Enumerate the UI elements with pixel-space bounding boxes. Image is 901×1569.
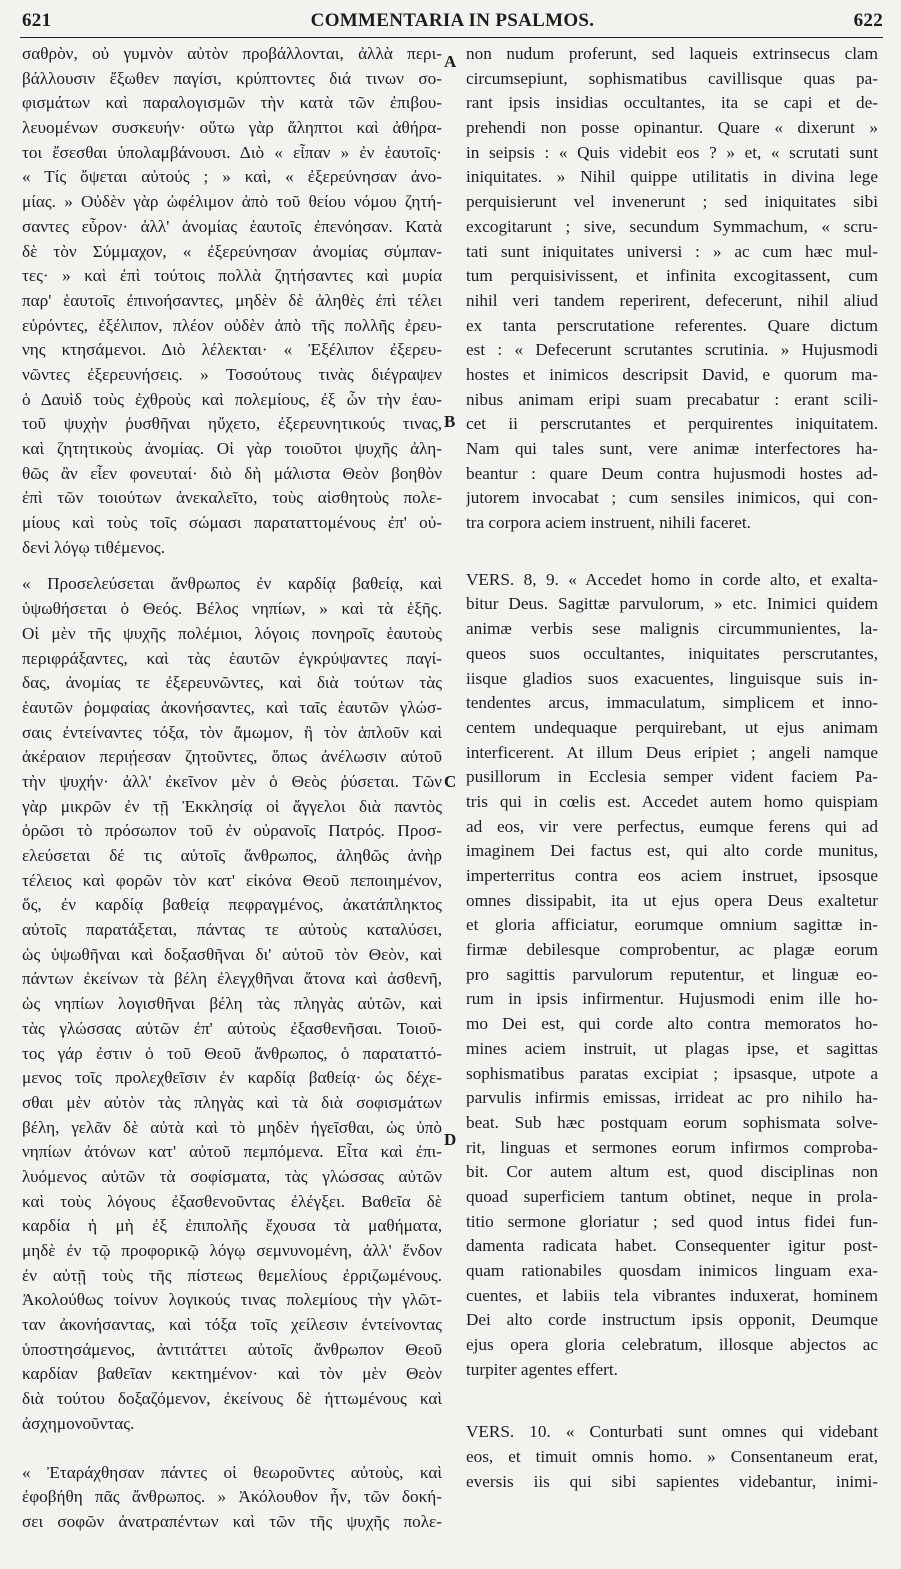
greek-text-line: αὐτοῖς παρατάξεται, πάντας τε αὐτοὺς καταλύσει, [22,920,442,940]
greek-text-line: περιφράξαντες, καὶ τὰς ἑαυτῶν ἐγκρύψαντες παγί- [22,648,442,668]
latin-text-line: quam rationabiles quosdam inimicos linguam exa- [466,1261,878,1280]
latin-text-line: hostes et inimicos descripsit David, e quorum ma- [466,364,878,384]
latin-text-line: pro sagittis parvulorum reputentur, et linguæ eo- [466,964,878,984]
greek-text-line: διὰ τούτου δοξαζόμενον, ἐκείνους δὲ ἡττωμένους καὶ [22,1389,442,1409]
greek-text-line: ἀκέραιον περιῄεσαν ζητοῦντες, ὅπως ἀνέλωσιν αὐτοῦ [22,747,442,767]
greek-text-line: θῶς ἂν εἶεν φονευταί· διὸ δὴ μάλιστα Θεὸν βοηθὸν [22,463,442,483]
latin-text-line: tendentes arcus, immaculatum, simplicem et inno- [466,693,878,713]
latin-text-line: nibus animam eripi suam precabatur : erant scili- [466,389,878,409]
greek-text-line: σθαι μὲν αὐτὸν τὰς πληγὰς καὶ τὰ διὰ σοφισμάτων [22,1092,442,1112]
margin-marker-b: B [444,412,456,431]
greek-text-line: δὲ τὸν Σύμμαχον, « ἐξερεύνησαν ἀνομίας σύμπαν- [22,241,442,261]
latin-text-line: animæ verbis sese malignis circummunientes, la- [466,619,878,639]
greek-text-line: σαθρὸν, οὐ γυμνὸν αὐτὸν προβάλλονται, ἀλλὰ περι- [22,44,442,63]
greek-text-line: « Προσελεύσεται ἄνθρωπος ἐν καρδίᾳ βαθείᾳ, καὶ [22,574,442,594]
paragraph-gap [22,560,442,572]
paragraph-gap [466,1382,878,1420]
latin-text-line: bit. Cor autem altum est, quod disciplinas non [466,1162,878,1182]
latin-text-line: nihil veri tandem reperirent, defecerunt, nihil aliud [466,290,878,310]
latin-text-line: beat. Sub hæc postquam eorum sophismata solve- [466,1112,878,1132]
latin-text-line: tris qui in cœlis est. Accedet autem homo quispiam [466,791,878,811]
page-number-right: 622 [853,10,883,31]
margin-marker-d: D [444,1130,457,1149]
greek-text-line: ὡς ὑψωθῆναι καὶ δοξασθῆναι δι' αὐτοῦ τὸν Θεὸν, καὶ [22,944,442,964]
greek-text-line: εὑρόντες, ἐξέλιπον, πλέον οὐδὲν ἀπὸ τῆς πολλῆς ἐρευ- [22,315,442,335]
latin-text-line: parvulis infirmis emissas, irrideat ac pro nihilo ha- [466,1088,878,1108]
latin-text-line: pusillorum in Ecclesia semper vident faciem Pa- [466,767,878,787]
greek-text-line: νηπίων ἀτόνων κατ' αὐτοῦ πεμπόμενα. Εἶτα καὶ ἐπι- [22,1142,442,1162]
greek-text-line: γὰρ μικρῶν ἐν τῇ Ἐκκλησίᾳ οἱ ἄγγελοι διὰ παντὸς [22,796,442,816]
latin-text-line: excogitarunt ; sive, secundum Symmachum, « scru- [466,216,878,236]
latin-text-line: circumsepiunt, sophismatibus cavillisque quas pa- [466,68,878,88]
greek-text-line: ἀσχημονοῦντας. [22,1413,135,1433]
greek-text-line: νῶντες ἐξερευνήσεις. » Τοσούτους τινὰς διέγραψεν [22,364,442,384]
greek-text-line: ταν ἀκονήσαντας, καὶ τόξα τοῖς χείλεσιν ἐντείνοντας [22,1315,442,1335]
greek-text-line: δενὶ λόγῳ τιθέμενος. [22,537,166,557]
latin-text-line: Dei alto corde instructum ipsis opponit, Deumque [466,1310,878,1330]
latin-text-line: bitur Deus. Sagittæ parvulorum, » etc. Inimici quidem [466,594,878,614]
greek-text-line: πάντων ἐκείνων τὰ βέλη ἐλεγχθῆναι ἄτονα καὶ ἀσθενῆ, [22,969,442,989]
latin-text-line: VERS. 10. « Conturbati sunt omnes qui videbant [466,1422,878,1442]
latin-text-line: ejus opera gloria celebratum, illosque abjectos ac [466,1335,878,1355]
greek-text-line: τες· » καὶ ἐπὶ τούτοις πολλὰ ζητήσαντες καὶ μυρία [22,266,442,286]
latin-text-line: omnes dissipabit, ita ut ejus opera Deus exaltetur [466,890,878,910]
greek-text-line: « Ἐταράχθησαν πάντες οἱ θεωροῦντες αὐτοὺς, καὶ [22,1462,442,1482]
latin-text-line: et gloria afficiatur, eorumque omnium sagittæ in- [466,915,878,935]
greek-text-line: τος γάρ ἐστιν ὁ τοῦ Θεοῦ ἄνθρωπος, ὁ παραταττό- [22,1043,442,1063]
latin-text-line: cuentes, et labiis tela vibrantes induxerat, hominem [466,1285,878,1305]
greek-text-line: μηδὲ ἐν τῷ προφορικῷ λόγῳ σεμνυνομένη, ἀλλ' ἔνδον [22,1241,442,1260]
greek-text-line: ὡς νηπίων λογισθῆναι βέλη τὰς πληγὰς αὐτῶν, καὶ [22,994,442,1014]
latin-text-line: VERS. 8, 9. « Accedet homo in corde alto, et exalta- [466,569,878,589]
header-rule [20,37,883,38]
margin-marker-a: A [444,52,457,71]
greek-text-line: τοῦ ψυχὴν ῥυσθῆναι ηὔχετο, ἐξερευνητικούς τινας, [22,414,442,434]
latin-text-line: tum perquisivissent, et infinita excogitassent, cum [466,266,878,286]
greek-text-line: τοι ἔσεσθαι ὑπολαμβάνουσι. Διὸ « εἶπαν » ἐν ἑαυτοῖς· [22,142,442,162]
greek-text-line: « Τίς ὄψεται αὐτούς ; » καὶ, « ἐξερεύνησαν ἀνο- [22,167,442,187]
latin-text-line: mo Dei est, qui corde alto contra memoratos ho- [466,1014,878,1034]
greek-text-line: σαις ἐντείναντες τόξα, τὸν ἄμωμον, ἢ τὸν ἁπλοῦν καὶ [22,722,442,742]
latin-text-line: imperterritus contra eos aciem instruet, ipsosque [466,866,878,885]
latin-text-line: rum in ipsis infirmentur. Hujusmodi enim ille ho- [466,989,878,1009]
latin-text-line: damenta radicata habet. Consequenter igitur post- [466,1236,878,1256]
greek-column [22,42,442,1535]
greek-text-line: λευομένων συσκευήν· οὕτω γὰρ ἄληπτοι καὶ ἀθήρα- [22,118,442,138]
greek-text-line: δας, ἀνομίας τε ἐξερευνῶντες, καὶ διὰ τούτων τὰς [22,673,442,693]
latin-text-line: in seipsis : « Quis videbit eos ? » et, « scrutati sunt [466,142,878,162]
latin-text-line: centem undequaque perquirebant, ut ejus animam [466,717,878,737]
page-number-left: 621 [22,10,52,31]
latin-text-line: imaginem Dei factus est, qui alto corde munitus, [466,841,878,861]
greek-text-line: νης κτησάμενοι. Διὸ λέλεκται· « Ἐξέλιπον ἐξερευ- [22,340,442,360]
latin-text-line: rit, linguas et sermones eorum infirmos comproba- [466,1137,878,1157]
greek-text-line: σαντες εὗρον· ἀλλ' ἀνομίας ἑαυτοῖς ἐπενόησαν. Κατὰ [22,216,442,236]
greek-text-line: ὁρῶσι τὸ πρόσωπον τοῦ ἐν οὐρανοῖς Πατρός. Προσ- [22,821,442,841]
latin-text-line: firmæ debilesque comprobentur, ac plagæ eorum [466,940,878,960]
greek-text-line: τέλειος καὶ φορῶν τὸν κατ' εἰκόνα Θεοῦ πεποιημένον, [22,870,442,890]
latin-text-line: jutorem invocabat ; cum sensiles inimicos, qui con- [466,488,878,508]
latin-text-line: queos suos occultantes, iniquitates perscrutantes, [466,643,878,663]
greek-text-line: βάλλουσιν ἔξωθεν παγίσι, κρύπτοντες διά τινων σο- [22,68,442,88]
latin-text-line: tra corpora aciem instruent, nihili faceret. [466,513,751,533]
greek-text-line: βέλη, γελᾶν δὲ αὐτὰ καὶ τὸ μηδὲν ἡγεῖσθαι, ὡς ὑπὸ [22,1117,442,1137]
greek-text-line: σει σοφῶν ἀνατραπέντων καὶ τῶν τῆς ψυχῆς πολε- [22,1511,442,1531]
latin-text-line: beantur : quare Deum contra hujusmodi hostes ad- [466,463,878,483]
greek-text-line: ἐν αὐτῇ τοὺς τῆς πίστεως θεμελίους ἐρριζωμένους. [22,1265,442,1285]
margin-marker-c: C [444,772,457,791]
latin-text-line: titio sermone gloriatur ; sed quod intus fidei fun- [466,1211,878,1231]
greek-text-line: Οἱ μὲν τῆς ψυχῆς πολέμιοι, λόγοις πονηροῖς ἑαυτοὺς [22,623,442,643]
latin-text-line: Nam qui tales sunt, vere animæ interfectores ha- [466,439,878,458]
latin-text-line: rant ipsis insidias occultantes, ita se capi et de- [466,93,878,113]
latin-text-line: ex tanta perscrutatione referentes. Quare dictum [466,315,878,335]
latin-text-line: eversis iis qui sibi sapientes videbantur, inimi- [466,1471,878,1491]
latin-column [466,42,878,1495]
latin-text-line: prehendi non posse opinantur. Quare « dixerunt » [466,118,878,138]
greek-text-line: ὁ Δαυὶδ τοὺς ἐχθροὺς καὶ πολεμίους, ἐξ ὧν τὴν ἑαυ- [22,389,442,409]
paragraph-gap [466,536,878,568]
greek-text-line: καὶ τοὺς λόγους ἐξασθενοῦντας ἐλέγξει. Βαθεῖα δὲ [22,1191,442,1211]
latin-text-line: ad eos, vir vere perfectus, eumque ferens qui ad [466,816,878,836]
greek-text-line: φισμάτων καὶ παραλογισμῶν τὴν κατὰ τῶν ἐπιβου- [22,93,442,113]
latin-text-line: turpiter agentes effert. [466,1359,618,1379]
greek-text-line: μενος τοῖς προλεχθεῖσιν ἐν καρδίᾳ βαθείᾳ· ὡς δέχε- [22,1068,442,1088]
latin-text-line: tati sunt iniquitates universi : » ac cum hæc mul- [466,241,878,261]
latin-text-line: quoad superficiem tantum obtinet, neque in prola- [466,1186,878,1206]
latin-text-line: cet ii perscrutantes et perquirentes iniquitatem. [466,414,878,434]
latin-text-line: eos, et timuit omnis homo. » Consentaneum erat, [466,1447,878,1467]
latin-text-line: non nudum proferunt, sed laqueis extrinsecus clam [466,44,878,63]
greek-text-line: καρδίαν βαθεῖαν κεκτημένον· καὶ τὸν μὲν Θεὸν [22,1364,442,1384]
running-title: COMMENTARIA IN PSALMOS. [310,10,595,31]
greek-text-line: Ἀκολούθως τοίνυν λογικούς τινας πολεμίους τὴν γλῶτ- [22,1290,442,1310]
greek-text-line: μίας. » Οὐδὲν γὰρ ὠφέλιμον ἀπὸ τοῦ θείου νόμου ζητή- [22,192,442,212]
running-header [22,10,883,36]
greek-text-line: καρδία ἡ μὴ ἐξ ἐπιπολῆς ἔχουσα τὰ μαθήματα, [22,1216,442,1236]
greek-text-line: τὴν ψυχήν· ἀλλ' ἐκεῖνον μὲν ὁ Θεὸς ῥύσεται. Τῶν [22,771,442,791]
greek-text-line: ὅς, ἐν καρδίᾳ βαθείᾳ πεφραγμένος, ἀκατάπληκτος [22,895,442,915]
latin-text-line: est : « Defecerunt scrutantes scrutinia. » Hujusmodi [466,340,878,360]
latin-text-line: iniquitates. » Nihil quippe utilitatis in divina lege [466,167,878,187]
greek-text-line: ελεύσεται δέ τις αὐτοῖς ἄνθρωπος, ἀληθῶς ἀνὴρ [22,846,442,865]
greek-text-line: ὑποστησάμενος, ἀντιτάττει αὐτοῖς ἄνθρωπον Θεοῦ [22,1339,442,1359]
greek-text-line: ἑαυτῶν ῥομφαίας ἀκονήσαντες, καὶ ταῖς ἑαυτῶν γλώσ- [22,697,442,717]
greek-text-line: τὰς γλώσσας αὐτῶν ἐπ' αὐτοὺς ἐξασθενῆσαι. Τοιοῦ- [22,1018,442,1038]
latin-text-line: perquisierunt vel invenerunt ; sed iniquitates sibi [466,192,878,212]
greek-text-line: λυόμενος αὐτῶν τὰ σοφίσματα, τὰς γλώσσας αὐτῶν [22,1166,442,1186]
greek-text-line: παρ' ἑαυτοῖς ἐπινοήσαντες, μηδὲν δὲ ἀληθὲς ἐπὶ τέλει [22,290,442,310]
greek-text-line: ὑψωθήσεται ὁ Θεός. Βέλος νηπίων, » καὶ τὰ ἑξῆς. [22,599,442,619]
latin-text-line: sophismatibus paratas excipiat ; ipsasque, utpote a [466,1063,878,1083]
greek-text-line: μίους καὶ τοὺς τοῖς σώμασι παραταττομένους ἐπ' οὐ- [22,513,442,533]
greek-text-line: ἐφοβήθη πᾶς ἄνθρωπος. » Ἀκόλουθον ἦν, τῶν δοκή- [22,1487,442,1507]
greek-text-line: ἐπὶ τῶν τοιούτων ἀνεκαλεῖτο, τοὺς αἰσθητοὺς πολε- [22,488,442,508]
latin-text-line: mines aciem instruit, ut plagas ipse, et sagittas [466,1038,878,1058]
latin-text-line: iisque gladios suos exacuentes, linguisque suis in- [466,668,878,688]
greek-text-line: καὶ ζητητικοὺς ἀνομίας. Οἱ γὰρ τοιοῦτοι ψυχῆς ἀλη- [22,439,442,458]
latin-text-line: interficerent. At illum Deus eripiet ; angeli namque [466,742,878,762]
paragraph-gap [22,1437,442,1461]
